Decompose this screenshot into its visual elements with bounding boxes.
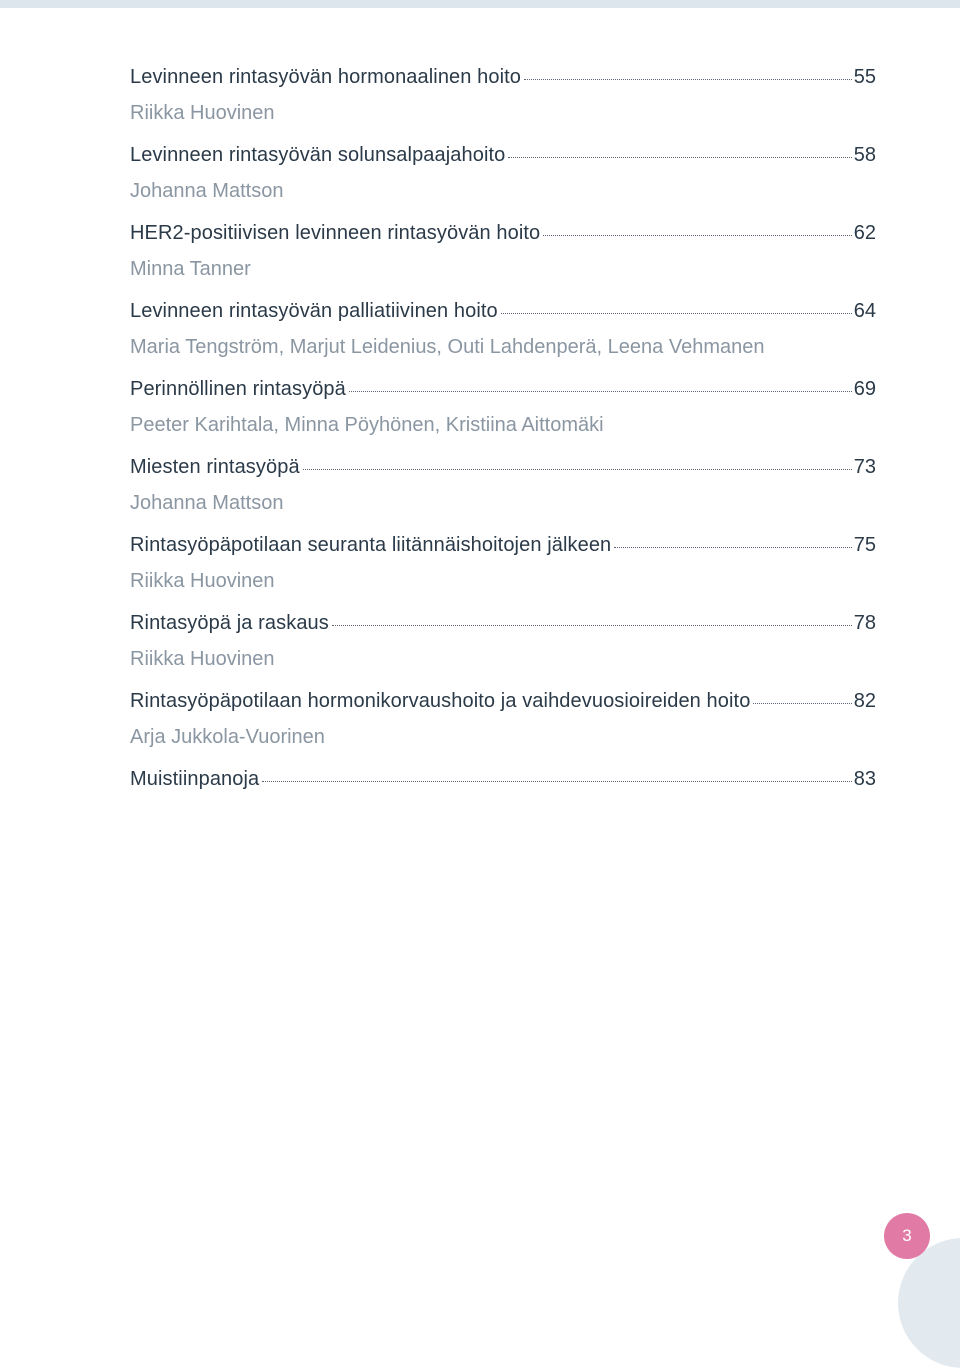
toc-entry-authors: Riikka Huovinen: [130, 648, 275, 670]
dot-leader: [501, 312, 852, 314]
toc-entry-page: 75: [853, 534, 876, 556]
toc-entry-title: Levinneen rintasyövän palliatiivinen hoito: [130, 300, 498, 322]
toc-entry-title: Rintasyöpä ja raskaus: [130, 612, 329, 634]
toc-entry-authors: Johanna Mattson: [130, 180, 284, 202]
top-decorative-band: [0, 0, 960, 8]
page-number: 3: [902, 1226, 912, 1245]
toc-entry: [130, 612, 876, 676]
toc-entry: [130, 768, 876, 798]
dot-leader: [332, 624, 852, 626]
toc-entry-authors: Johanna Mattson: [130, 492, 284, 514]
toc-entry-title: Miesten rintasyöpä: [130, 456, 300, 478]
toc-entry: [130, 690, 876, 754]
toc-entry-page: 62: [853, 222, 876, 244]
toc-entry-authors: Arja Jukkola-Vuorinen: [130, 726, 325, 748]
toc-entry-authors: Peeter Karihtala, Minna Pöyhönen, Kristiina Aittomäki: [130, 414, 604, 436]
toc-entry-line[interactable]: [130, 768, 876, 798]
toc-entry-page: 78: [853, 612, 876, 634]
toc-entry-authors: Maria Tengström, Marjut Leidenius, Outi Lahdenperä, Leena Vehmanen: [130, 336, 765, 358]
toc-entry-title: Levinneen rintasyövän hormonaalinen hoito: [130, 66, 522, 88]
toc-entry-title: Rintasyöpäpotilaan hormonikorvaushoito ja vaihdevuosioireiden hoito: [130, 690, 751, 712]
toc-entry-title: Perinnöllinen rintasyöpä: [130, 378, 346, 400]
dot-leader: [508, 156, 851, 158]
toc-entry-title: Muistiinpanoja: [130, 768, 260, 790]
toc-entry-line[interactable]: [130, 300, 876, 330]
toc-entry-page: 58: [853, 144, 876, 166]
toc-entry: [130, 456, 876, 520]
toc-entry: [130, 222, 876, 286]
toc-entry-authors: Minna Tanner: [130, 258, 251, 280]
toc-entry-authors: Riikka Huovinen: [130, 570, 275, 592]
toc-entry-line[interactable]: [130, 144, 876, 174]
toc-entry-line[interactable]: [130, 690, 876, 720]
dot-leader: [614, 546, 851, 548]
toc-entry-title: HER2-positiivisen levinneen rintasyövän hoito: [130, 222, 541, 244]
dot-leader: [543, 234, 851, 236]
toc-entry-page: 64: [853, 300, 876, 322]
toc-entry-page: 55: [853, 66, 876, 88]
toc-entry: [130, 144, 876, 208]
page-number-badge: [884, 1213, 930, 1259]
dot-leader: [262, 780, 851, 782]
toc-entry-line[interactable]: [130, 222, 876, 252]
dot-leader: [303, 468, 852, 470]
toc-entry-page: 73: [853, 456, 876, 478]
toc-entry: [130, 300, 876, 364]
toc-entry: [130, 66, 876, 130]
toc-entry-title: Levinneen rintasyövän solunsalpaajahoito: [130, 144, 506, 166]
toc-entry-page: 83: [853, 768, 876, 790]
dot-leader: [349, 390, 852, 392]
toc-entry-line[interactable]: [130, 612, 876, 642]
toc-entry-authors: Riikka Huovinen: [130, 102, 275, 124]
toc-entry-line[interactable]: [130, 378, 876, 408]
toc-entry-page: 82: [853, 690, 876, 712]
dot-leader: [524, 78, 852, 80]
toc-entry-line[interactable]: [130, 66, 876, 96]
table-of-contents: [130, 66, 876, 812]
toc-entry: [130, 378, 876, 442]
dot-leader: [753, 702, 851, 704]
toc-entry: [130, 534, 876, 598]
toc-entry-line[interactable]: [130, 456, 876, 486]
toc-entry-title: Rintasyöpäpotilaan seuranta liitännäishoitojen jälkeen: [130, 534, 612, 556]
toc-entry-page: 69: [853, 378, 876, 400]
toc-entry-line[interactable]: [130, 534, 876, 564]
